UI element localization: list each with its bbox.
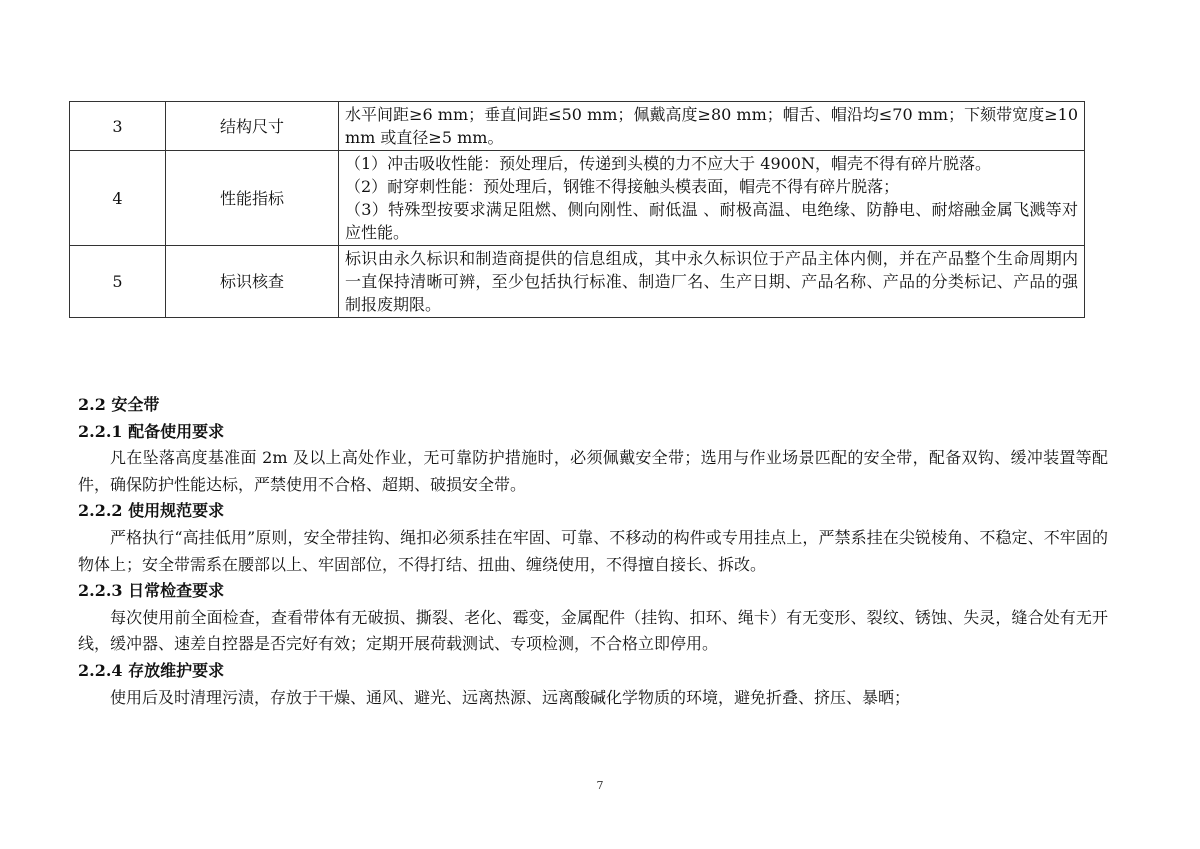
requirement-text: 标识由永久标识和制造商提供的信息组成，其中永久标识位于产品主体内侧，并在产品整个生命周期内一直保持清晰可辨，至少包括执行标准、制造厂名、生产日期、产品名称、产品的分类标记、产品的强制报废期限。	[345, 249, 1078, 314]
subsection-heading: 2.2.3 日常检查要求	[78, 581, 225, 601]
table-row	[70, 102, 1085, 151]
inspection-table	[69, 101, 1085, 318]
paragraph: 严格执行“高挂低用”原则，安全带挂钩、绳扣必须系挂在牢固、可靠、不移动的构件或专用挂点上，严禁系挂在尖锐棱角、不稳定、不牢固的物体上；安全带需系在腰部以上、牢固部位，不得打结、扭曲、缠绕使用，不得擅自接长、拆改。	[78, 527, 1108, 574]
requirement-text: （2）耐穿刺性能：预处理后，钢锥不得接触头模表面，帽壳不得有碎片脱落；	[345, 177, 900, 196]
item-name: 性能指标	[166, 151, 339, 246]
paragraph: 凡在坠落高度基准面 2m 及以上高处作业，无可靠防护措施时，必须佩戴安全带；选用与作业场景匹配的安全带，配备双钩、缓冲装置等配件，确保防护性能达标，严禁使用不合格、超期、破损安全带。	[78, 448, 1108, 494]
subsection-heading: 2.2.4 存放维护要求	[78, 660, 225, 680]
item-name: 结构尺寸	[166, 102, 339, 151]
requirement-cell	[339, 102, 1085, 151]
requirement-cell	[339, 246, 1085, 318]
paragraph: 使用后及时清理污渍，存放于干燥、通风、避光、远离热源、远离酸碱化学物质的环境，避免折叠、挤压、暴晒；	[110, 687, 911, 707]
requirement-cell	[339, 151, 1085, 246]
subsection-heading: 2.2.2 使用规范要求	[78, 501, 225, 521]
table-row	[70, 151, 1085, 246]
row-number: 5	[70, 246, 166, 318]
requirement-text: （3）特殊型按要求满足阻燃、侧向刚性、耐低温 、耐极高温、电绝缘、防静电、耐熔融金属飞溅等对应性能。	[345, 200, 1078, 242]
safety-belt-section	[78, 392, 1108, 711]
item-name: 标识核查	[166, 246, 339, 318]
section-heading: 2.2 安全带	[78, 395, 160, 414]
row-number: 4	[70, 151, 166, 246]
requirement-text: （1）冲击吸收性能：预处理后，传递到头模的力不应大于 4900N，帽壳不得有碎片脱落。	[345, 154, 991, 173]
requirement-text: 水平间距≥6 mm；垂直间距≤50 mm；佩戴高度≥80 mm；帽舌、帽沿均≤70 mm；下颏带宽度≥10 mm 或直径≥5 mm。	[345, 105, 1078, 147]
paragraph: 每次使用前全面检查，查看带体有无破损、撕裂、老化、霉变，金属配件（挂钩、扣环、绳卡）有无变形、裂纹、锈蚀、失灵，缝合处有无开线，缓冲器、速差自控器是否完好有效；定期开展荷载测试、专项检测，不合格立即停用。	[78, 607, 1108, 654]
page-number: 7	[596, 779, 604, 792]
table-row	[70, 246, 1085, 318]
row-number: 3	[70, 102, 166, 151]
subsection-heading: 2.2.1 配备使用要求	[78, 421, 225, 441]
